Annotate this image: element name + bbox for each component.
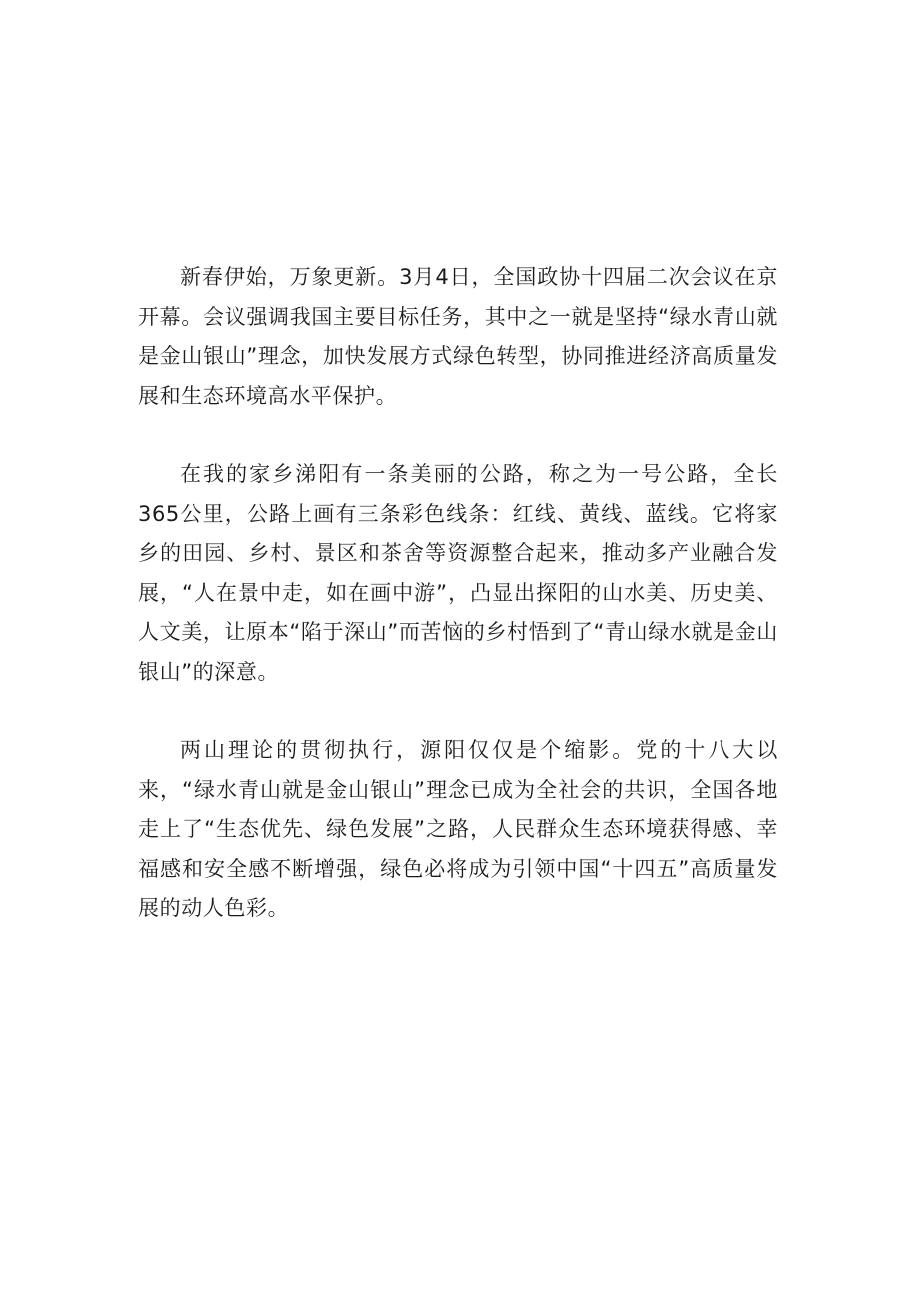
document-body: [138, 258, 778, 929]
paragraph-3: 两山理论的贯彻执行，源阳仅仅是个缩影。党的十八大以来，“绿水青山就是金山银山”理念已成为全社会的共识，全国各地走上了“生态优先、绿色发展”之路，人民群众生态环境获得感、幸福感和安全感不断增强，绿色必将成为引领中国“十四五”高质量发展的动人色彩。: [138, 738, 778, 920]
paragraph-1: 新春伊始，万象更新。3月4日，全国政协十四届二次会议在京开幕。会议强调我国主要目标任务，其中之一就是坚持“绿水青山就是金山银山”理念，加快发展方式绿色转型，协同推进经济高质量发展和生态环境高水平保护。: [138, 265, 778, 408]
paragraph-2: 在我的家乡涕阳有一条美丽的公路，称之为一号公路，全长365公里，公路上画有三条彩色线条：红线、黄线、蓝线。它将家乡的田园、乡村、景区和茶舍等资源整合起来，推动多产业融合发展，“人在景中走，如在画中游”，凸显出探阳的山水美、历史美、人文美，让原本“陷于深山”而苦恼的乡村悟到了“青山绿水就是金山银山”的深意。: [138, 462, 778, 684]
